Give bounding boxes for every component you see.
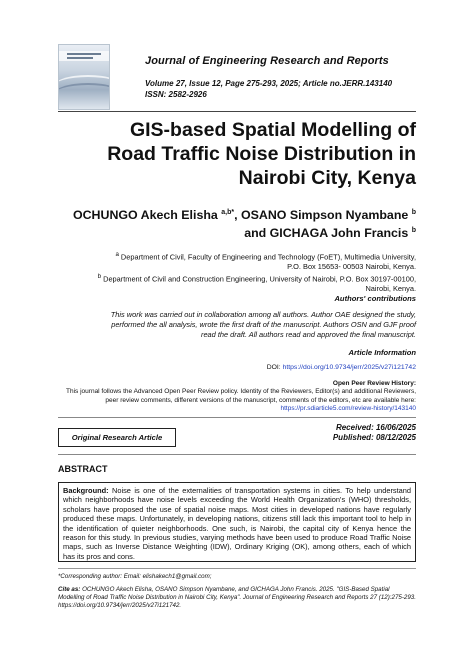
peer-review-heading: Open Peer Review History:	[332, 380, 416, 387]
citation	[58, 586, 416, 609]
affiliation-mark: b	[97, 272, 102, 280]
volume-line: Volume 27, Issue 12, Page 275-293, 2025; Article no.JERR.143140	[145, 79, 393, 88]
affiliation-text: Nairobi, Kenya.	[365, 283, 416, 293]
abstract-heading: ABSTRACT	[58, 464, 108, 474]
section-divider	[58, 454, 416, 455]
peer-review-link[interactable]: https://pr.sdiarticle5.com/review-history/143140	[280, 405, 416, 413]
contrib-line: read the draft. All authors read and approved the final manuscript.	[200, 329, 416, 339]
received-date: Received: 16/06/2025	[335, 423, 416, 432]
corresponding-author-footnote: *Corresponding author: Email: elishakech1@gmail.com;	[58, 573, 212, 580]
issn-line: ISSN: 2582-2926	[145, 90, 207, 99]
contributions-text	[60, 310, 416, 339]
affiliation-mark: a	[115, 251, 119, 258]
journal-volume-info	[145, 78, 392, 100]
author-name: , OSANO Simpson Nyambane	[234, 208, 412, 223]
contrib-line: performed the all analysis, wrote the first draft of the manuscript. Authors OSN and GJF proof	[111, 319, 416, 329]
abstract-box	[58, 482, 416, 562]
abstract-lead: Background:	[63, 486, 109, 495]
peer-review-text: peer review comments, different versions of the manuscript, comments of the editors, etc are available here:	[105, 396, 416, 404]
footnote-divider	[58, 568, 416, 569]
article-info-heading: Article Information	[348, 348, 416, 357]
journal-name: Journal of Engineering Research and Reports	[145, 55, 389, 67]
title-line: Road Traffic Noise Distribution in	[107, 143, 416, 165]
author-affiliation-mark: b	[411, 227, 416, 235]
citation-lead: Cite as:	[58, 586, 81, 593]
contrib-line: This work was carried out in collaboration among all authors. Author OAE designed the study,	[110, 310, 416, 319]
abstract-text: Noise is one of the externalities of transportation systems in cities. To help understand which neighborhoods have noise levels exceeding the World Health Organization's (WHO) thresholds, scholars have proposed the use of spatial noise maps. Most cities in developed nations have regularly produced these maps. Unfortunately, in developing nations, citizens still lack this important tool to help in the identification of quieter neighborhoods. One such, is Nairobi, the capital city of Kenya hence the reason for this study. In previous studies, varying methods have been used to produce Road Traffic Noise maps, such as Inverse Distance Weighting (IDW), Ordinary Kriging (OK), among others, each of which has its pros and cons.	[63, 486, 411, 561]
author-name: and GICHAGA John Francis	[244, 226, 412, 241]
journal-cover-image	[58, 44, 110, 110]
peer-review-text: This journal follows the Advanced Open Peer Review policy. Identity of the Reviewers, Editor(s) and additional Reviewers,	[66, 388, 416, 396]
title-line: GIS-based Spatial Modelling of	[129, 119, 416, 141]
affiliation-text: P.O. Box 15653- 00503 Nairobi, Kenya.	[287, 262, 416, 272]
header-divider	[58, 111, 416, 112]
section-divider	[58, 417, 416, 418]
affiliation-text: Department of Civil and Construction Engineering, University of Nairobi, P.O. Box 30197-00100,	[101, 274, 416, 284]
citation-text: OCHUNGO Akech Elisha, OSANO Simpson Nyambane, and GICHAGA John Francis. 2025. "GIS-Based Spatial Modelling of Road Traffic Noise Distribution in Nairobi City, Kenya". Journal of Engineering Research and Reports 27 (12):275-293. https://doi.org/10.9734/jerr/2025/v27i121742.	[58, 586, 416, 609]
peer-review-section	[60, 380, 416, 414]
author-list	[60, 205, 416, 241]
published-date: Published: 08/12/2025	[332, 433, 416, 442]
author-affiliation-mark: b	[411, 209, 416, 216]
affiliations	[60, 250, 416, 293]
doi-line	[60, 364, 416, 371]
title-line: Nairobi City, Kenya	[238, 167, 416, 189]
author-affiliation-mark: a,b*	[221, 209, 235, 216]
author-name: OCHUNGO Akech Elisha	[72, 208, 222, 223]
affiliation-text: Department of Civil, Faculty of Engineering and Technology (FoET), Multimedia University,	[118, 252, 416, 262]
doi-link[interactable]: https://doi.org/10.9734/jerr/2025/v27i121742	[282, 364, 416, 371]
article-dates	[300, 423, 416, 443]
article-type-badge: Original Research Article	[58, 428, 176, 447]
article-title	[60, 118, 416, 190]
contributions-heading: Authors' contributions	[334, 294, 416, 303]
doi-label: DOI:	[266, 364, 283, 371]
